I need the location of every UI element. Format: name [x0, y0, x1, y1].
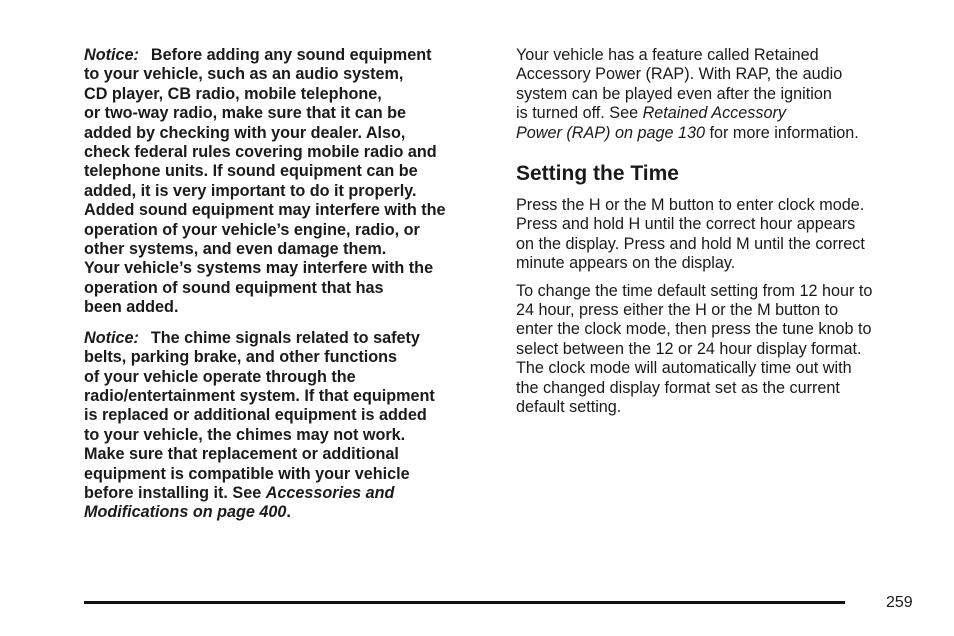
cross-reference-link[interactable]: Accessories and [265, 483, 395, 502]
paragraph-line: Accessory Power (RAP). With RAP, the audio [516, 65, 843, 84]
paragraph-line: enter the clock mode, then press the tune knob to [516, 320, 872, 339]
paragraph-line: on the display. Press and hold M until the correct [516, 234, 865, 253]
left-column [84, 46, 494, 534]
notice-line: to your vehicle, the chimes may not work. [84, 425, 406, 444]
notice-line: . [286, 503, 291, 522]
footer-rule [84, 601, 845, 604]
paragraph-line: The clock mode will automatically time out with [516, 359, 852, 378]
notice-line: added by checking with your dealer. Also, [84, 123, 406, 142]
cross-reference-link[interactable]: Power (RAP) on page 130 [516, 123, 705, 142]
notice-line: other systems, and even damage them. [84, 240, 387, 259]
paragraph-line: Press and hold H until the correct hour appears [516, 215, 856, 234]
notice-label: Notice: [84, 46, 139, 64]
notice-line: Make sure that replacement or additional [84, 445, 399, 464]
cross-reference-link[interactable]: Modifications on page 400 [84, 503, 287, 522]
notice-line: equipment is compatible with your vehicle [84, 464, 410, 483]
notice-chime-signals [84, 329, 494, 523]
paragraph-line: system can be played even after the ignition [516, 84, 832, 103]
notice-line: operation of sound equipment that has [84, 278, 384, 297]
paragraph-line: Your vehicle has a feature called Retained [516, 46, 819, 64]
notice-line: Before adding any sound equipment [150, 46, 432, 64]
paragraph-line: for more information. [704, 123, 859, 142]
notice-line: belts, parking brake, and other functions [84, 348, 398, 367]
paragraph-line: default setting. [516, 398, 622, 417]
notice-line: before installing it. See [84, 483, 266, 502]
notice-line: check federal rules covering mobile radio and [84, 143, 437, 162]
notice-line: Added sound equipment may interfere with the [84, 201, 446, 220]
paragraph-line: select between the 12 or 24 hour display format. [516, 339, 862, 358]
notice-label: Notice: [84, 328, 139, 347]
time-format-paragraph [516, 282, 926, 418]
notice-line: to your vehicle, such as an audio system, [84, 65, 404, 84]
notice-line: operation of your vehicle’s engine, radio, or [84, 220, 420, 239]
page-number: 259 [886, 594, 913, 611]
notice-line: Your vehicle’s systems may interfere with the [84, 259, 434, 278]
section-heading: Setting the Time [516, 162, 679, 186]
notice-sound-equipment [84, 46, 494, 318]
notice-line: added, it is very important to do it properly. [84, 181, 417, 200]
paragraph-line: is turned off. See [516, 104, 643, 123]
rap-paragraph [516, 46, 926, 143]
notice-line: CD player, CB radio, mobile telephone, [84, 84, 382, 103]
notice-line: of your vehicle operate through the [84, 367, 356, 386]
clock-mode-paragraph [516, 196, 926, 274]
paragraph-line: the changed display format set as the current [516, 378, 840, 397]
paragraph-line: minute appears on the display. [516, 254, 736, 273]
notice-line: been added. [84, 298, 179, 317]
notice-line: telephone units. If sound equipment can be [84, 162, 418, 181]
paragraph-line: To change the time default setting from 12 hour to [516, 281, 873, 300]
notice-line: or two-way radio, make sure that it can be [84, 104, 407, 123]
paragraph-line: Press the H or the M button to enter clock mode. [516, 196, 865, 215]
right-column [516, 46, 926, 426]
cross-reference-link[interactable]: Retained Accessory [642, 104, 786, 123]
notice-line: radio/entertainment system. If that equipment [84, 386, 435, 405]
notice-line: The chime signals related to safety [150, 328, 420, 347]
paragraph-line: 24 hour, press either the H or the M button to [516, 301, 839, 320]
notice-line: is replaced or additional equipment is added [84, 406, 427, 425]
